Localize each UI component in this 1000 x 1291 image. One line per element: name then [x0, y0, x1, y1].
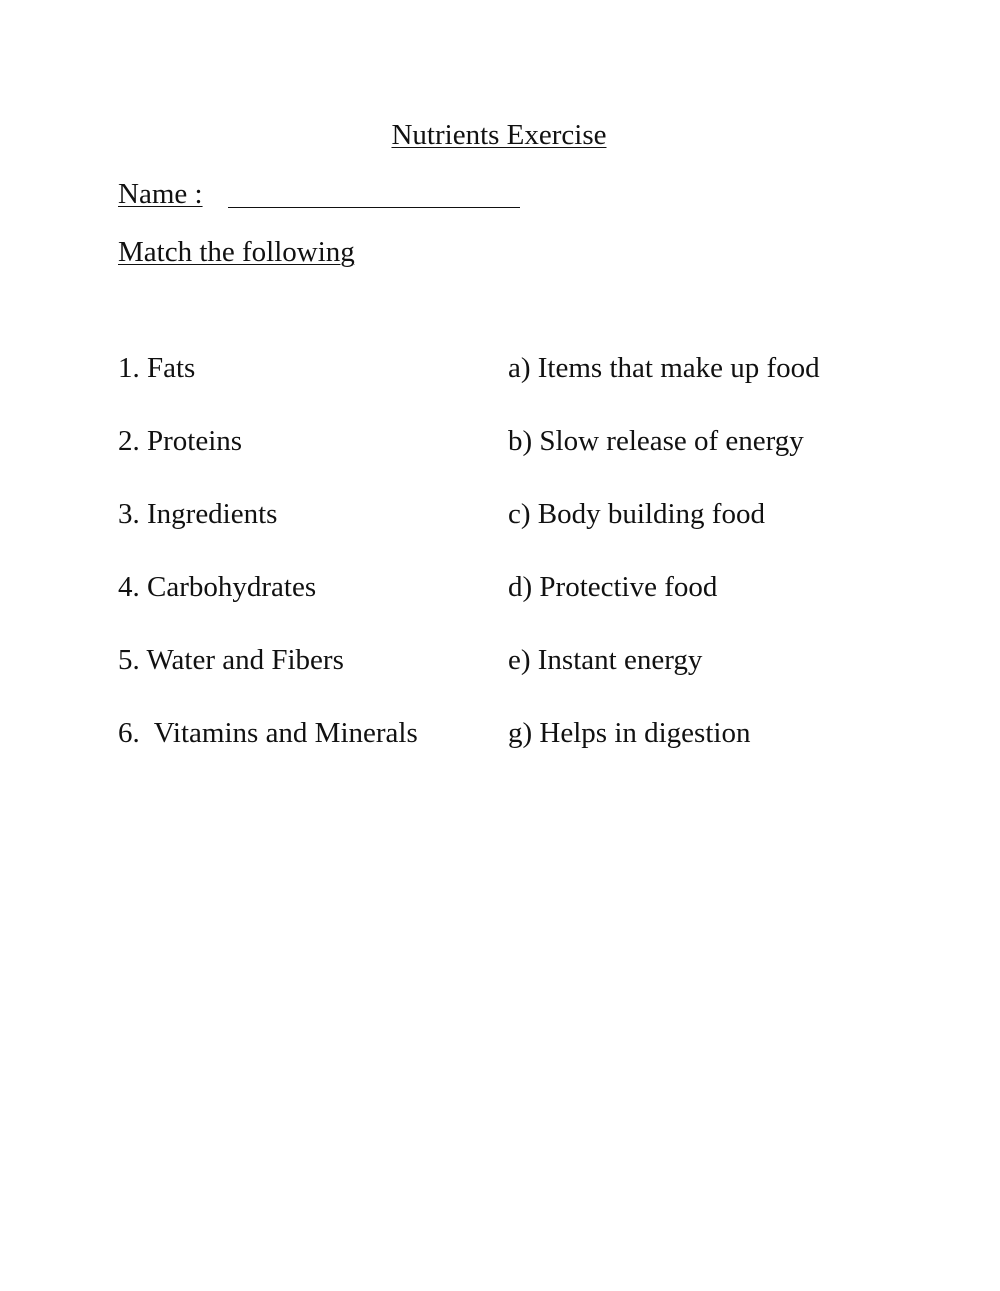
name-blank-line[interactable] [228, 207, 520, 208]
match-row [118, 715, 898, 788]
nutrient-item: 6. Vitamins and Minerals [118, 717, 418, 749]
name-row [118, 176, 203, 212]
nutrient-item: 3. Ingredients [118, 498, 278, 530]
match-list [118, 350, 898, 788]
description-item: e) Instant energy [508, 644, 703, 676]
match-row [118, 642, 898, 715]
description-item: g) Helps in digestion [508, 717, 751, 749]
page-title: Nutrients Exercise [391, 119, 607, 151]
description-item: d) Protective food [508, 571, 718, 603]
match-row [118, 423, 898, 496]
match-row [118, 569, 898, 642]
description-item: a) Items that make up food [508, 352, 820, 384]
nutrient-item: 2. Proteins [118, 425, 243, 457]
nutrient-item: 5. Water and Fibers [118, 644, 344, 676]
match-row [118, 496, 898, 569]
instruction-heading: Match the following [118, 236, 355, 268]
description-item: b) Slow release of energy [508, 425, 804, 457]
nutrient-item: 4. Carbohydrates [118, 571, 317, 603]
description-item: c) Body building food [508, 498, 765, 530]
nutrient-item: 1. Fats [118, 352, 196, 384]
name-label: Name : [118, 178, 203, 210]
match-row [118, 350, 898, 423]
